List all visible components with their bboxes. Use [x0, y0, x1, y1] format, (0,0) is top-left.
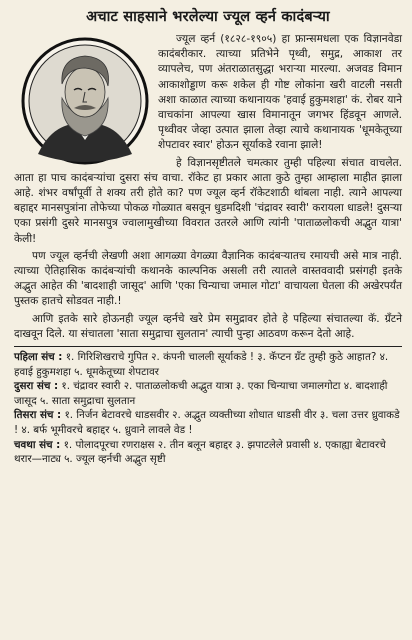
set-label: पहिला संच :: [14, 351, 63, 364]
portrait-image: [20, 36, 150, 166]
set-row-second: [14, 379, 402, 408]
page-title: अचाट साहसाने भरलेल्या ज्यूल व्हर्न कादंबऱ्या: [86, 9, 330, 25]
second-paragraph: हे विज्ञानसृष्टीतले चमत्कार तुम्ही पहिल्या संचात वाचलेत. आता हा पाच कादंबऱ्यांचा दुसरा संच वाचा. रॉकेट हा प्रकार आता कुठे तुम्हा आम्हाला माहीत झाला आहे. शंभर वर्षांपूर्वी ते शक्य तरी होते का? पण ज्यूल व्हर्न रॉकेटशाठी थांबला नाही. त्याने आपल्या बहाद्दर मानसपुत्रांना तोफेच्या पोकळ गोळ्यात बसवून धुडमदिशी 'चंद्रावर स्वारी' करायला धाडले! दुसऱ्या एका प्रसंगी दुसरे मानसपुत्र ज्वालामुखीच्या विवरात उतरले आणि त्यांनी 'पाताळलोकची अद्भुत यात्रा' केली!: [14, 156, 402, 245]
set-row-third: [14, 408, 402, 437]
set-books: १. चंद्रावर स्वारी २. पाताळलोकची अद्भुत यात्रा ३. एका चिन्याचा जमालगोटा ४. बादशाही जासूद ५. साता समुद्राचा सुलतान: [14, 380, 388, 407]
set-label: तिसरा संच :: [14, 409, 62, 422]
set-row-first: [14, 350, 402, 379]
set-books: १. पोलादपूरचा रणराक्षस २. तीन बलून बहाद्दर ३. झपाटलेले प्रवासी ४. एकाह्या बेटावरचे थरार—नाट्य ५. ज्यूल व्हर्नची अद्भुत सृष्टी: [14, 438, 386, 466]
set-books: १. गिरिशिखराचे गुपित २. कंपनी चालली सूर्याकडे ! ३. कॅप्टन ग्रँट तुम्ही कुठे आहात? ४. हवाई हुकुमशहा ५. धूमकेतूच्या शेपटावर: [14, 351, 389, 378]
set-label: दुसरा संच :: [14, 380, 59, 393]
intro-paragraph: ज्यूल व्हर्न (१८२८-१९०५) हा फ्रान्समधला एक विज्ञानवेडा कादंबरीकार. त्याच्या प्रतिभेने पृथ्वी, समुद्र, आकाश तर व्यापलेच, पण अंतराळातसुद्धा भराऱ्या मारल्या. अजवड विमान आकाशोड्डाण करू शकेल ही गोष्ट लोकांना खरी वाटली नसती अशा काळात त्याच्या कथानायक 'हवाई हुकुमशहा' कं. रोबर याने वाचकांना आपल्या खास विमानातून जगभर हिंडवून आणले. पृथ्वीवर जेव्हा उत्पात झाला तेव्हा त्याचे कथानायक 'धूमकेतूच्या शेपटावर स्वार' होऊन सूर्याकडे रवाना झाले!: [158, 33, 402, 152]
section-divider: [14, 346, 402, 347]
set-row-fourth: [14, 438, 402, 467]
fourth-paragraph: आणि इतके सारे होऊनही ज्यूल व्हर्नचे खरे प्रेम समुद्रावर होते हे पहिल्या संचातल्या कॅ. ग्रँटने दाखवून दिले. या संचातला 'साता समुद्राचा सुलतान' त्याची पुन्हा आठवण करून देतो आहे.: [14, 312, 402, 340]
third-paragraph: पण ज्यूल व्हर्नची लेखणी अशा आगळ्या वेगळ्या वैज्ञानिक कादंबऱ्यातच रमायची असे मात्र नाही. त्याच्या ऐतिहासिक कादंबऱ्यांची कथानके काल्पनिक असली तरी त्यातले वास्तववादी प्रसंगही इतके अद्भुत आहेत की 'बादशाही जासूद' आणि 'एका चिन्याचा जमाल गोटा' वाचायला घेतला की अखेरपर्यंत पुस्तक हातचे सोडवत नाही.!: [14, 249, 402, 308]
jules-verne-portrait-icon: [20, 36, 150, 166]
set-books: १. निर्जन बेटावरचे धाडसवीर २. अद्भुत व्यक्तीच्या शोधात धाडसी वीर ३. चला उत्तर ध्रुवाकडे ! ४. बर्फ भूमीवरचे बहाद्दर ५. ध्रुवाने लावले वेड !: [14, 409, 400, 437]
set-label: चवथा संच :: [14, 438, 61, 451]
book-sets-list: [14, 350, 402, 467]
